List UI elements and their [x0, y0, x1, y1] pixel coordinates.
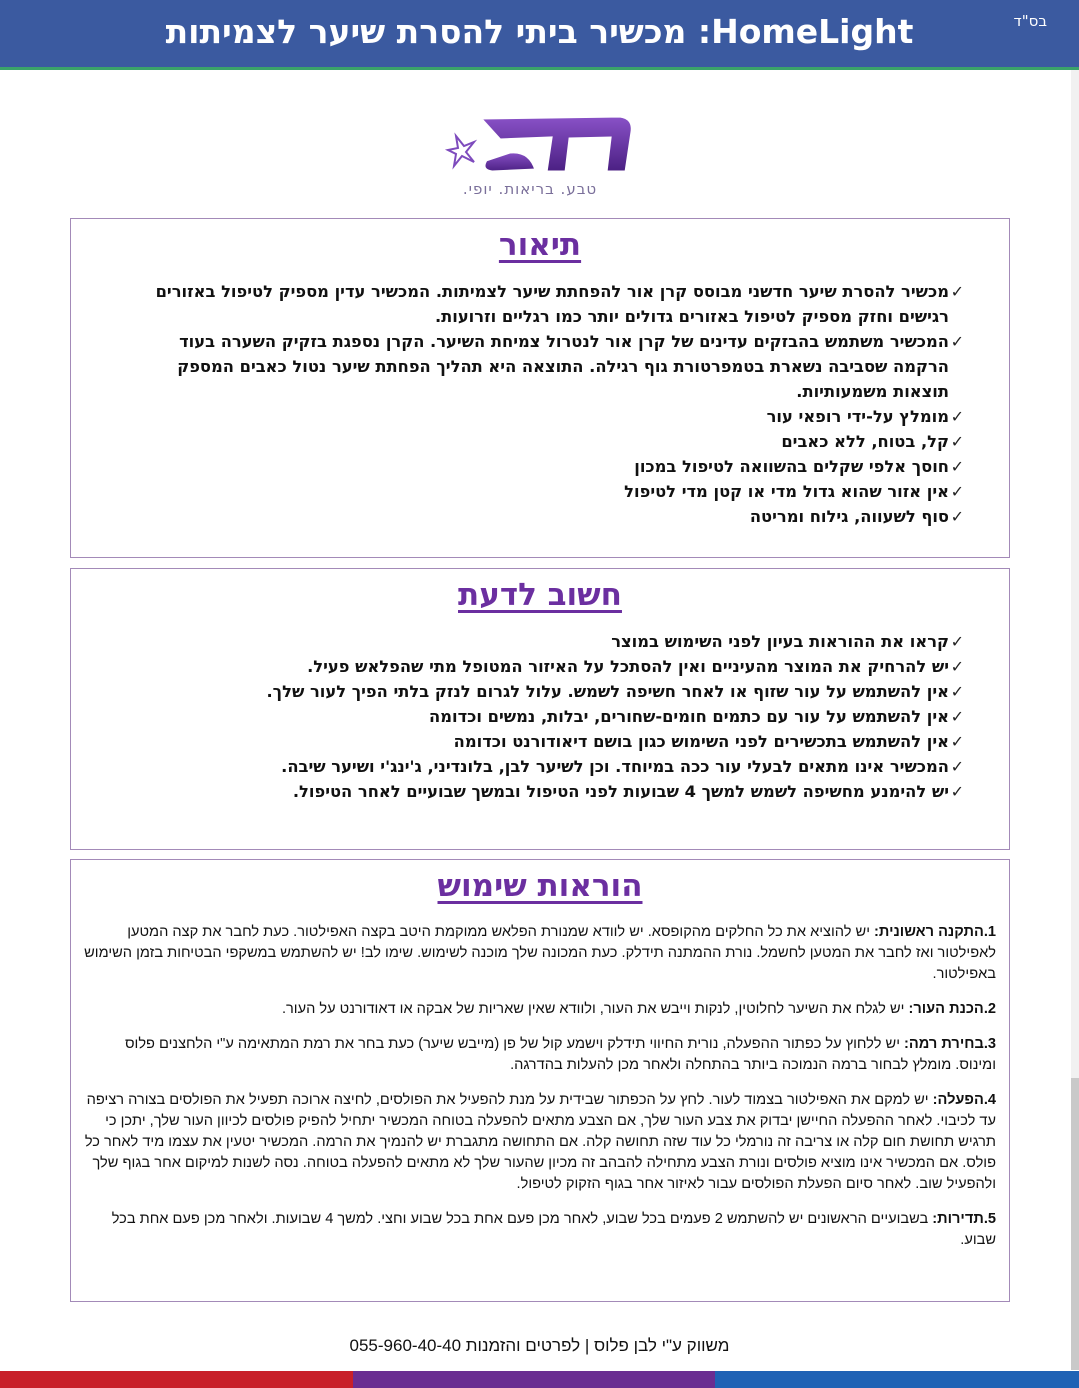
scrollbar[interactable]: [1071, 1078, 1079, 1370]
check-icon: ✓: [950, 782, 964, 801]
list-item: ✓ יש להרחיק את המוצר מהעיניים ואין להסתכל על האיזור המטופל מתי שהפלאש פעיל.: [71, 654, 1009, 679]
logo-tagline: טבע. בריאות. יופי.: [462, 180, 598, 198]
list-item: ✓ סוף לשעווה, גילוח ומריטה: [71, 504, 1009, 529]
check-icon: ✓: [950, 732, 964, 751]
important-title: חשוב לדעת: [458, 577, 622, 613]
list-item: ✓ אין להשתמש על עור שזוף או לאחר חשיפה לשמש. עלול לגרום לנזק בלתי הפיך לעור שלך.: [71, 679, 1009, 704]
instruction-step: 3.בחירת רמה: יש ללחוץ על כפתור ההפעלה, נורית החיווי תידלק וישמע קול של פן (מייבש שיער) כעת בחר את רמת המתאימה ע"י הלחצנים פלוס ומינוס. מומלץ לבחור ברמה הנמוכה ביותר בהתחלה ולאחר מכן להעלות בהדרגה.: [124, 1036, 996, 1073]
check-icon: ✓: [950, 707, 964, 726]
list-item: ✓ יש להימנע מחשיפה לשמש למשך 4 שבועות לפני הטיפול ובמשך שבועיים לאחר הטיפול.: [71, 779, 1009, 804]
description-section: [70, 218, 1010, 558]
check-icon: ✓: [950, 682, 964, 701]
instruction-step: 2.הכנת העור: יש לגלח את השיער לחלוטין, לנקות וייבש את העור, ולוודא שאין שאריות של אבקה או דאודורנט על העור.: [281, 1001, 996, 1017]
footer-stripe-purple: [353, 1371, 715, 1388]
check-icon: ✓: [950, 507, 964, 526]
important-section: [70, 568, 1010, 850]
bsd-mark: בס"ד: [1013, 12, 1047, 30]
list-item: ✓ קראו את ההוראות בעיון לפני השימוש במוצר: [71, 629, 1009, 654]
list-item: ✓ המכשיר אינו מתאים לבעלי עור ככה במיוחד. וכן לשיער לבן, בלונדיני, ג'ינג'י ושיער שיבה.: [71, 754, 1009, 779]
list-item: ✓ מומלץ על-ידי רופאי עור: [71, 404, 1009, 429]
important-list: [71, 629, 1009, 804]
list-item: ✓ אין להשתמש על עור עם כתמים חומים-שחורים, יבלות, נמשים וכדומה: [71, 704, 1009, 729]
check-icon: ✓: [950, 282, 964, 301]
check-icon: ✓: [950, 632, 964, 651]
check-icon: ✓: [950, 657, 964, 676]
instruction-step: 1.התקנה ראשונית: יש להוציא את כל החלקים מהקופסא. יש לוודא שמנורת הפלאש ממוקמת היטב בקצה האפילטור. כעת לחבר את קצה המטען לאפילטור ואז לחבר את המטען לחשמל. נורת ההמתנה תידלק. כעת המכונה שלך מוכנה לשימוש. שימו לב! יש להשתמש במשקפי הבטיחות בזמן השימוש באפילטור.: [84, 924, 996, 982]
page-title: HomeLight: מכשיר ביתי להסרת שיער לצמיתות: [165, 12, 914, 51]
instruction-step: 5.תדירות: בשבועיים הראשונים יש להשתמש 2 פעמים בכל שבוע, לאחר מכן פעם אחת בכל שבוע וחצי. למשך 4 שבועות. ולאחר מכן פעם אחת בכל שבוע.: [111, 1211, 996, 1248]
check-icon: ✓: [950, 757, 964, 776]
check-icon: ✓: [950, 457, 964, 476]
check-icon: ✓: [950, 332, 964, 351]
list-item: ✓ אין אזור שהוא גדול מדי או קטן מדי לטיפול: [71, 479, 1009, 504]
instruction-step: 4.הפעלה: יש למקם את האפילטור בצמוד לעור. לחץ על הכפתור שבידית על מנת להפעיל את הפולסים, לחיצה ארוכה תפעיל את הפולסים בצורה רציפה עד לכיבוי. לאחר ההפעלה החיישן יבדוק את צבע העור שלך, אם הצבע מתאים להפעלה בטוחה המכשיר יתחיל להפיק פולסים לכיוון העור שלך, יתכן כי תרגיש תחושת חום קלה או צריבה זה נורמלי כל עוד שזה תחושה קלה. אם התחושה מתגברת יש להנמיך את הרמה. המכשיר יטעין את עצמו מיד לאחר כל פולס. אם המכשיר אינו מוציא פולסים ונורת הצבע מתחילה להבהב זה מכיון שהעור שלך לא מתאים להפעלה בטוחה. נסה לשנות למיקום אחר בגוף שלך ולהפעיל שוב. לאחר סיום הפעלת הפולסים עבור לאיזור אחר בגוף הזקוק לטיפול.: [84, 1092, 996, 1192]
logo-wordmark: לבן: [559, 164, 561, 165]
list-item: ✓ מכשיר להסרת שיער חדשני מבוסס קרן אור להפחתת שיער לצמיתות. המכשיר עדין מספיק לטיפול באזורים רגישים וחזק מספיק לטיפול באזורים גדולים יותר כמו רגליים וזרועות.: [71, 279, 1009, 329]
description-list: [71, 279, 1009, 529]
check-icon: ✓: [950, 482, 964, 501]
footer-stripe-red: [0, 1371, 353, 1388]
footer-stripe-blue: [715, 1371, 1079, 1388]
instructions-section: [70, 859, 1010, 1302]
instructions-title: הוראות שימוש: [437, 868, 643, 904]
list-item: ✓ המכשיר משתמש בהבזקים עדינים של קרן אור לנטרול צמיחת השיער. הקרן נספגת בזקיק השערה בעוד הרקמה שסביבה נשארת בטמפרטורת גוף רגילה. התוצאה היא תהליך הפחתת שיער נטול כאבים המספק תוצאות משמעותיות.: [71, 329, 1009, 404]
check-icon: ✓: [950, 432, 964, 451]
header-bar: [0, 0, 1079, 70]
sparkle-icon: [448, 136, 474, 166]
description-title: תיאור: [498, 227, 582, 263]
check-icon: ✓: [950, 407, 964, 426]
list-item: ✓ קל, בטוח, ללא כאבים: [71, 429, 1009, 454]
list-item: ✓ אין להשתמש בתכשירים לפני השימוש כגון בושם דיאודורנט וכדומה: [71, 729, 1009, 754]
footer-contact: משווק ע"י לבן פלוס | לפרטים והזמנות 055-960-40-40: [349, 1336, 730, 1355]
list-item: ✓ חוסך אלפי שקלים בהשוואה לטיפול במכון: [71, 454, 1009, 479]
